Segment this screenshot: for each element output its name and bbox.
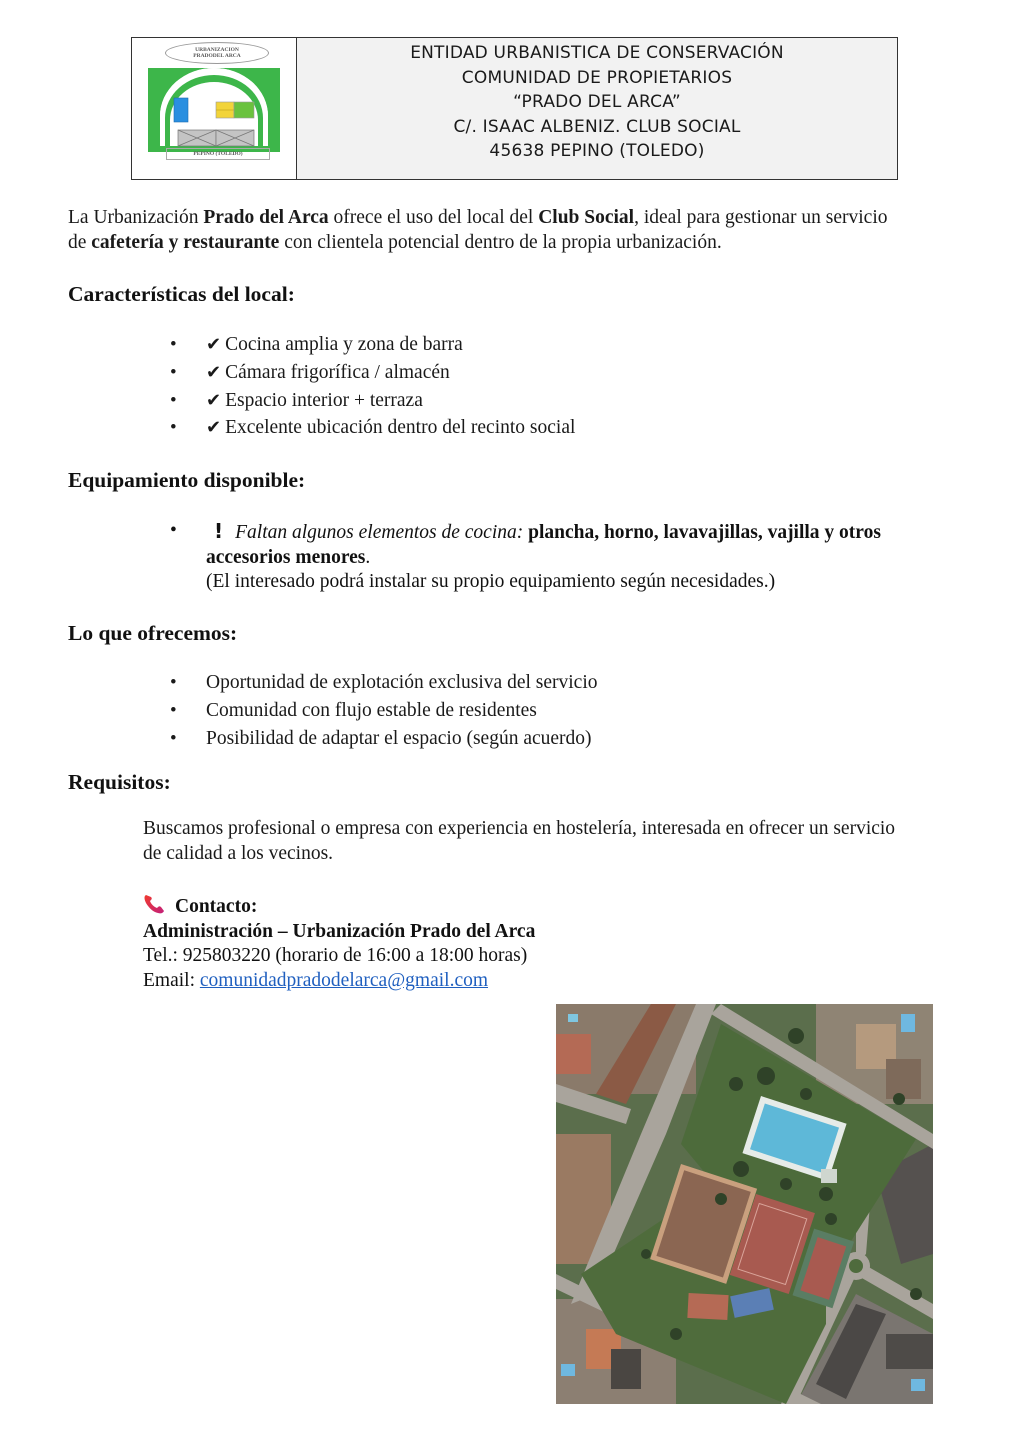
equipment-list — [170, 519, 900, 595]
arch-logo-icon — [146, 66, 282, 154]
email-link[interactable]: comunidadpradodelarca@gmail.com — [199, 969, 489, 991]
bullet-icon: • — [170, 699, 177, 721]
contact-phone[interactable]: Tel.: 925803220 (horario de 16:00 a 18:00 horas) — [143, 945, 528, 966]
intro-paragraph — [68, 206, 908, 255]
intro-bold-name: Prado del Arca — [203, 207, 329, 228]
intro-text: ofrece el uso del local del — [328, 207, 539, 228]
check-icon: ✔ — [206, 389, 222, 411]
list-item — [170, 414, 575, 442]
phone-icon — [143, 893, 167, 915]
list-item — [170, 519, 900, 595]
contact-heading-row — [143, 893, 643, 920]
intro-text: La Urbanización — [68, 207, 204, 228]
intro-bold-club: Club Social — [538, 207, 635, 228]
contact-email-row — [143, 969, 643, 994]
email-label: Email: — [143, 969, 200, 991]
offer-text: Comunidad con flujo estable de residentes — [206, 699, 537, 721]
feature-text: Cocina amplia y zona de barra — [225, 334, 463, 355]
bullet-icon: • — [170, 361, 177, 383]
equipment-heading: Equipamiento disponible: — [68, 468, 306, 492]
intro-text: , ideal para gestionar un servicio de — [68, 207, 888, 253]
logo-oval-label — [165, 42, 269, 64]
check-icon: ✔ — [206, 334, 222, 355]
feature-text: Espacio interior + terraza — [225, 389, 423, 411]
contact-block — [143, 893, 643, 993]
title-line-entity: ENTIDAD URBANISTICA DE CONSERVACIÓN — [410, 43, 784, 63]
bullet-icon: • — [170, 389, 177, 411]
offer-list — [170, 669, 598, 752]
list-item — [170, 697, 598, 725]
equipment-missing-label: Faltan algunos elementos de cocina: — [235, 522, 524, 543]
features-heading: Características del local: — [68, 282, 295, 306]
equipment-missing-items: plancha, horno, lavavajillas, vajilla y otros accesorios menores — [206, 522, 881, 568]
list-item — [170, 331, 575, 359]
logo-bottom-label: PEPINO (TOLEDO) — [166, 148, 270, 160]
period: . — [365, 546, 371, 568]
list-item — [170, 359, 575, 387]
aerial-map-illustration — [556, 1004, 933, 1404]
features-list — [170, 331, 575, 442]
bullet-icon: • — [170, 334, 177, 355]
list-item — [170, 725, 598, 753]
offer-heading: Lo que ofrecemos: — [68, 621, 238, 645]
intro-bold-service: cafetería y restaurante — [91, 231, 280, 253]
contact-heading: Contacto: — [175, 896, 258, 917]
equipment-note: (El interesado podrá instalar su propio equipamiento según necesidades.) — [206, 571, 776, 592]
bullet-icon: • — [170, 672, 177, 693]
feature-text: Excelente ubicación dentro del recinto social — [225, 417, 576, 439]
letterhead-box — [131, 37, 898, 180]
requirements-text: Buscamos profesional o empresa con experiencia en hostelería, interesada en ofrecer un servicio de calidad a los vecinos. — [143, 818, 896, 864]
aerial-photo — [556, 1004, 933, 1404]
intro-text: con clientela potencial dentro de la propia urbanización. — [279, 231, 722, 253]
offer-text: Oportunidad de explotación exclusiva del servicio — [206, 672, 598, 693]
letterhead-title — [297, 38, 897, 179]
title-line-community: COMUNIDAD DE PROPIETARIOS — [461, 67, 733, 88]
offer-text: Posibilidad de adaptar el espacio (según acuerdo) — [206, 727, 592, 749]
logo — [132, 38, 297, 179]
list-item — [170, 387, 575, 415]
bullet-icon: • — [170, 727, 177, 749]
title-line-name: “PRADO DEL ARCA” — [513, 92, 681, 112]
list-item — [170, 669, 598, 697]
title-line-city: 45638 PEPINO (TOLEDO) — [489, 141, 705, 161]
contact-organization: Administración – Urbanización Prado del Arca — [143, 920, 536, 942]
bullet-icon: • — [170, 520, 177, 541]
logo-top-line1: URBANIZACION — [195, 47, 239, 53]
check-icon: ✔ — [206, 361, 222, 383]
bullet-icon: • — [170, 417, 177, 439]
title-line-address: C/. ISAAC ALBENIZ. CLUB SOCIAL — [453, 116, 741, 137]
logo-top-line2: PRADODEL ARCA — [193, 53, 241, 59]
feature-text: Cámara frigorífica / almacén — [225, 361, 450, 383]
check-icon: ✔ — [206, 417, 222, 439]
exclamation-icon: ! — [214, 519, 224, 543]
requirements-heading: Requisitos: — [68, 770, 171, 794]
